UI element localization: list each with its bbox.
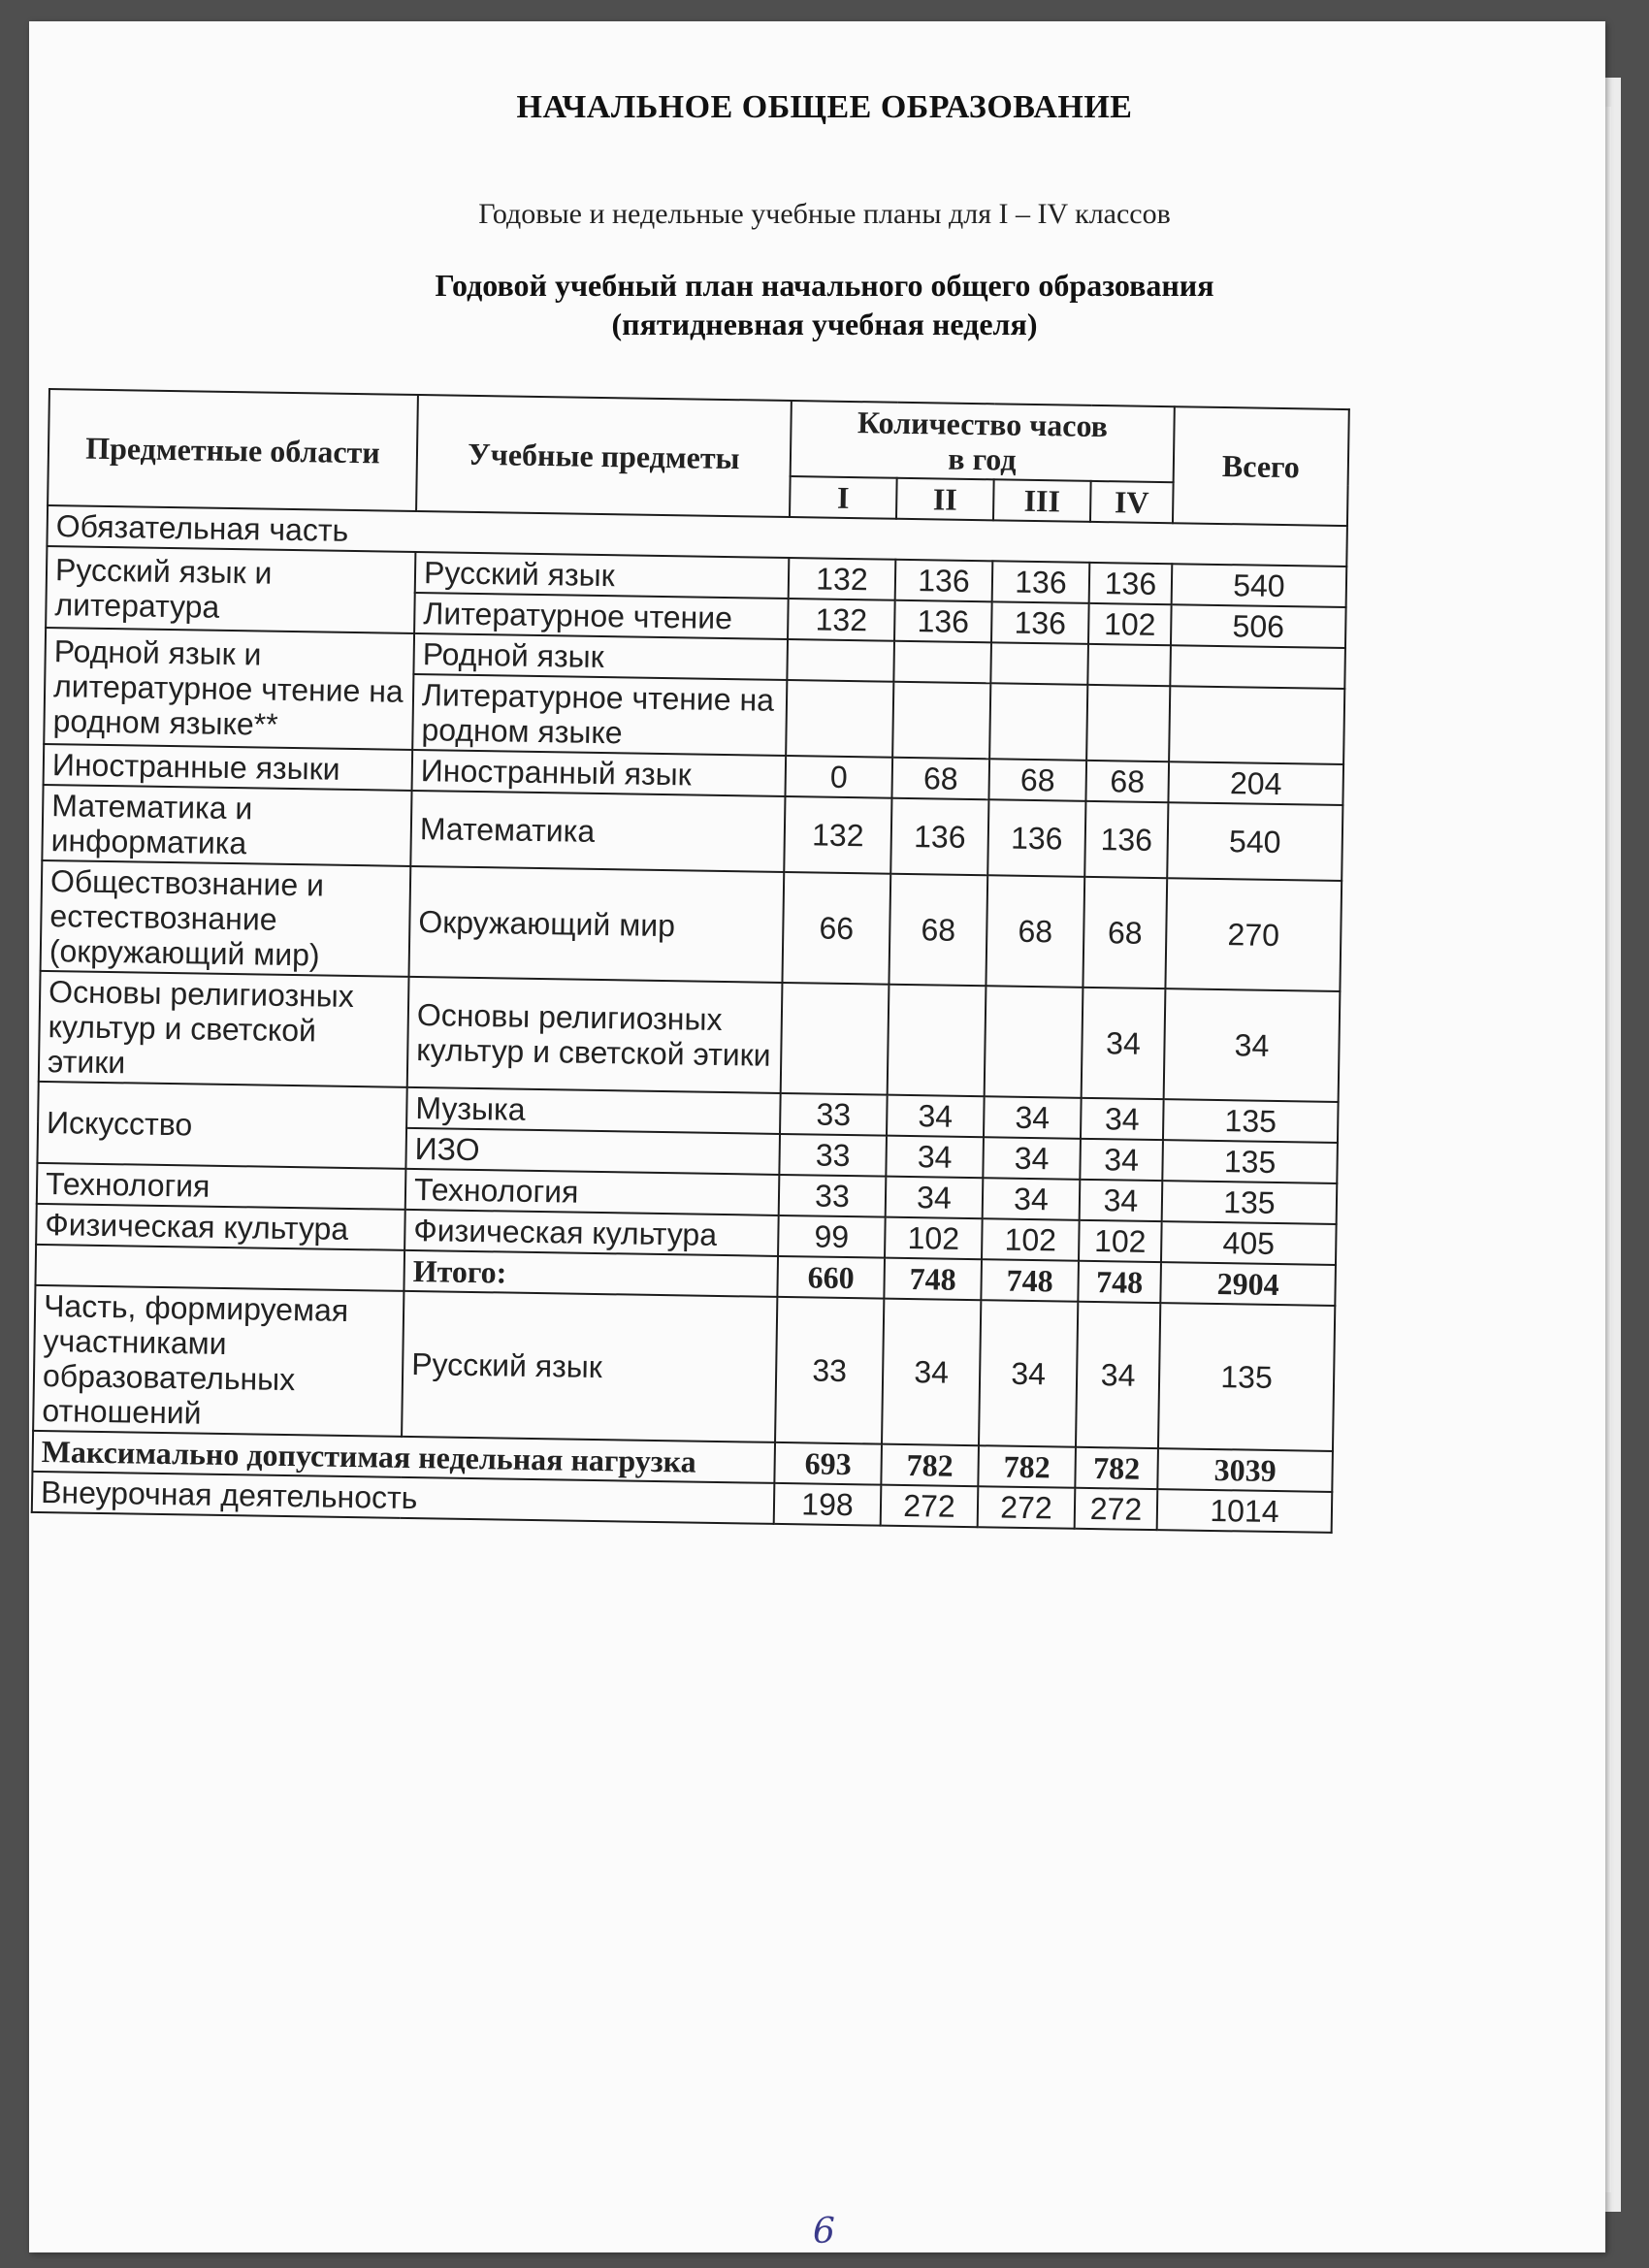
total-cell: 204: [1168, 761, 1343, 805]
area-cell: Физическая культура: [36, 1204, 405, 1250]
page-number: 6: [813, 2212, 835, 2252]
table-row: [33, 1285, 1335, 1451]
table-heading: [0, 266, 1649, 343]
grade-3-cell: 68: [986, 875, 1084, 988]
table-row: [39, 971, 1341, 1102]
subject-cell: Математика: [410, 791, 785, 872]
subject-cell: Музыка: [406, 1087, 781, 1134]
total-cell: 135: [1162, 1140, 1338, 1183]
grade-2-cell: 34: [882, 1299, 981, 1446]
grade-1-cell: 0: [785, 756, 892, 798]
grade-4-cell: 748: [1078, 1261, 1161, 1303]
grade-1-cell: 33: [775, 1297, 884, 1444]
grade-1-cell: 132: [789, 558, 896, 600]
grade-4-cell: 68: [1083, 877, 1167, 988]
area-cell: Обществознание и естествознание (окружающий мир): [41, 860, 411, 977]
grade-4-cell: 136: [1084, 801, 1168, 878]
area-cell: Математика и информатика: [42, 785, 411, 866]
total-cell: 3039: [1157, 1448, 1333, 1492]
grade-3-cell: 34: [979, 1300, 1078, 1447]
grade-1-cell: 693: [774, 1442, 882, 1485]
header-grade-3: III: [993, 479, 1091, 522]
grade-2-cell: 136: [894, 600, 992, 643]
grade-2-cell: 102: [885, 1217, 983, 1260]
grade-2-cell: 136: [895, 560, 993, 602]
grade-2-cell: 34: [886, 1136, 984, 1179]
grade-1-cell: 33: [779, 1134, 887, 1177]
header-hours: Количество часов в год: [791, 401, 1175, 482]
subject-cell: Русский язык: [402, 1291, 777, 1442]
area-cell: Часть, формируемая участниками образовательных отношений: [33, 1285, 404, 1437]
grade-2-cell: 748: [884, 1258, 982, 1301]
grade-3-cell: 136: [991, 601, 1089, 644]
subject-cell: Литературное чтение: [414, 593, 789, 639]
grade-1-cell: 99: [778, 1215, 886, 1258]
grade-1-cell: 132: [784, 796, 891, 874]
grade-3-cell: 136: [992, 561, 1090, 603]
grade-4-cell: 34: [1076, 1302, 1160, 1448]
area-cell: Основы религиозных культур и светской этики: [39, 971, 409, 1087]
grade-3-cell: 34: [983, 1178, 1081, 1220]
total-cell: 1014: [1157, 1489, 1333, 1533]
grade-4-cell: 34: [1082, 988, 1166, 1099]
header-subject: Учебные предметы: [416, 395, 792, 517]
grade-2-cell: 68: [891, 758, 989, 800]
table-heading-line2: (пятидневная учебная неделя): [611, 307, 1038, 341]
subject-cell: Иностранный язык: [412, 750, 787, 796]
grade-3-cell: 136: [987, 799, 1085, 877]
grade-2-cell: 782: [881, 1444, 979, 1487]
grade-4-cell: 136: [1089, 563, 1173, 604]
total-cell: 540: [1167, 802, 1342, 881]
grade-3-cell: 102: [982, 1218, 1080, 1261]
grade-1-cell: 660: [777, 1256, 885, 1299]
grade-4-cell: 34: [1080, 1139, 1163, 1181]
total-cell: 405: [1161, 1221, 1337, 1265]
header-grade-1: I: [790, 476, 897, 519]
grade-3-cell: 748: [981, 1259, 1079, 1302]
extracurricular-label: Внеурочная деятельность: [32, 1472, 775, 1524]
subject-cell: Физическая культура: [404, 1210, 779, 1256]
total-cell: 270: [1165, 878, 1342, 991]
max-load-label: Максимально допустимая недельная нагрузка: [32, 1431, 775, 1483]
grade-4-cell: 34: [1080, 1180, 1163, 1221]
grade-3-cell: 68: [988, 759, 1086, 801]
subject-cell: Технология: [405, 1169, 780, 1215]
total-cell: 506: [1171, 604, 1346, 648]
grade-4-cell: 34: [1081, 1098, 1164, 1140]
grade-3-cell: 782: [978, 1445, 1076, 1488]
header-area: Предметные области: [48, 389, 418, 511]
area-cell: Технология: [37, 1163, 406, 1210]
grade-4-cell: 102: [1088, 603, 1172, 645]
total-cell: 135: [1162, 1181, 1338, 1224]
mandatory-label: Обязательная часть: [47, 505, 1346, 567]
grade-4-cell: 68: [1085, 761, 1169, 802]
grade-4-cell: 272: [1075, 1488, 1158, 1530]
grade-4-cell: 102: [1079, 1220, 1162, 1262]
grade-2-cell: 34: [886, 1177, 984, 1219]
header-total: Всего: [1173, 406, 1349, 526]
grade-1-cell: 66: [782, 872, 890, 985]
document-subtitle: Годовые и недельные учебные планы для I – IV классов: [478, 198, 1171, 230]
grade-2-cell: 68: [889, 874, 987, 987]
grade-3-cell: 34: [984, 1096, 1082, 1139]
grade-1-cell: 33: [780, 1093, 888, 1136]
grade-1-cell: 198: [774, 1483, 882, 1526]
subject-cell: Литературное чтение на родном языке: [412, 674, 787, 756]
area-cell: Искусство: [37, 1082, 406, 1169]
total-cell: 135: [1163, 1099, 1339, 1143]
subject-cell: ИЗО: [405, 1128, 780, 1175]
total-cell: 135: [1158, 1303, 1335, 1451]
grade-4-cell: 782: [1075, 1447, 1158, 1489]
header-grade-2: II: [896, 478, 994, 521]
subject-cell: Окружающий мир: [409, 866, 785, 983]
subject-cell: Русский язык: [415, 552, 790, 599]
total-cell: 34: [1164, 988, 1341, 1102]
area-cell: Родной язык и литературное чтение на родном языке**: [44, 628, 414, 750]
subject-cell: Родной язык: [413, 633, 788, 680]
table-row: [41, 860, 1342, 991]
grade-3-cell: 272: [978, 1486, 1076, 1529]
total-cell: 540: [1172, 564, 1347, 607]
subject-cell: Основы религиозных культур и светской этики: [407, 977, 783, 1093]
curriculum-table: [31, 388, 1350, 1534]
grade-1-cell: 33: [779, 1175, 887, 1217]
grade-2-cell: 272: [881, 1485, 979, 1528]
subtotal-label: Итого:: [404, 1250, 778, 1297]
grade-3-cell: 34: [983, 1137, 1081, 1180]
area-cell: Русский язык и литература: [46, 546, 415, 633]
table-heading-line1: Годовой учебный план начального общего образования: [435, 268, 1214, 303]
area-cell: Иностранные языки: [44, 744, 413, 791]
total-cell: 2904: [1160, 1262, 1336, 1306]
grade-1-cell: 132: [788, 599, 895, 641]
document-title: НАЧАЛЬНОЕ ОБЩЕЕ ОБРАЗОВАНИЕ: [516, 89, 1133, 125]
grade-2-cell: 136: [890, 798, 988, 876]
header-grade-4: IV: [1090, 481, 1174, 523]
grade-2-cell: 34: [887, 1095, 985, 1138]
